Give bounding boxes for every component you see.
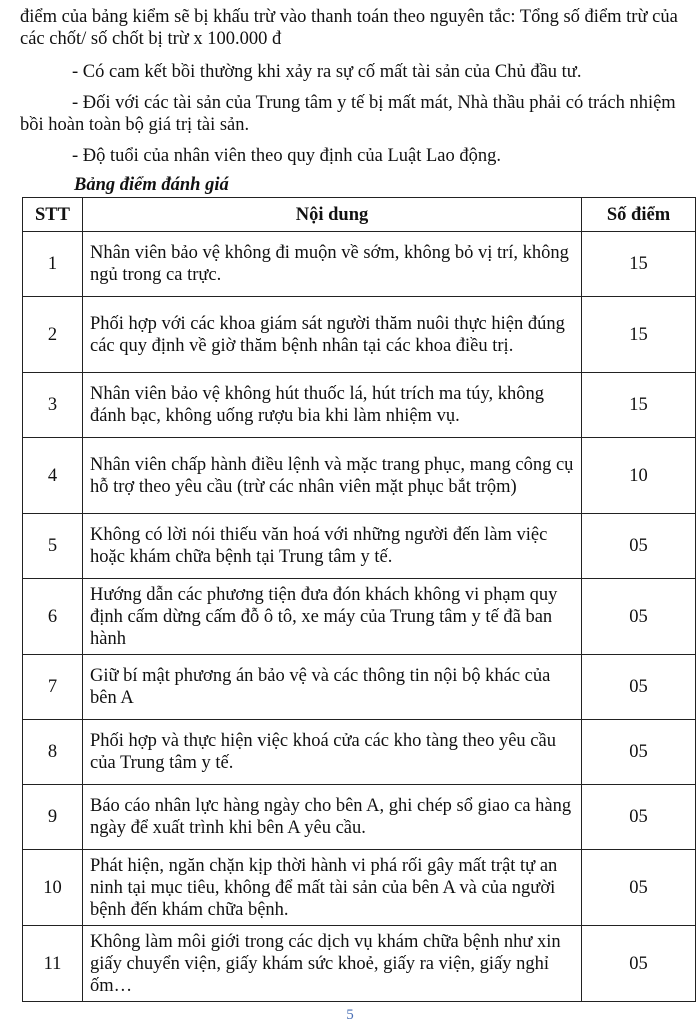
row-content: Nhân viên bảo vệ không đi muộn về sớm, không bỏ vị trí, không ngủ trong ca trực.: [83, 232, 582, 297]
page-number: 5: [346, 1007, 354, 1023]
row-points: 05: [582, 785, 696, 850]
table-row: [23, 785, 696, 850]
row-stt: 6: [23, 579, 83, 655]
header-stt: STT: [23, 198, 83, 232]
evaluation-table: [22, 197, 696, 1002]
row-points: 05: [582, 514, 696, 579]
row-points: 05: [582, 579, 696, 655]
row-stt: 10: [23, 850, 83, 926]
table-row: [23, 232, 696, 297]
row-points: 05: [582, 655, 696, 720]
row-points: 05: [582, 926, 696, 1002]
row-content: Giữ bí mật phương án bảo vệ và các thông tin nội bộ khác của bên A: [83, 655, 582, 720]
row-content: Phối hợp và thực hiện việc khoá cửa các kho tàng theo yêu cầu của Trung tâm y tế.: [83, 720, 582, 785]
row-points: 10: [582, 438, 696, 514]
row-content: Phối hợp với các khoa giám sát người thăm nuôi thực hiện đúng các quy định về giờ thăm bệnh nhân tại các khoa điều trị.: [83, 297, 582, 373]
table-row: [23, 373, 696, 438]
row-content: Nhân viên bảo vệ không hút thuốc lá, hút trích ma túy, không đánh bạc, không uống rượu bia khi làm nhiệm vụ.: [83, 373, 582, 438]
paragraph-asset-liability: - Đối với các tài sản của Trung tâm y tế bị mất mát, Nhà thầu phải có trách nhiệm bồi hoàn toàn bộ giá trị tài sản.: [20, 93, 676, 135]
row-stt: 4: [23, 438, 83, 514]
row-points: 15: [582, 232, 696, 297]
row-content: Nhân viên chấp hành điều lệnh và mặc trang phục, mang công cụ hỗ trợ theo yêu cầu (trừ các nhân viên mặt phục bắt trộm): [83, 438, 582, 514]
table-row: [23, 720, 696, 785]
row-content: Không làm môi giới trong các dịch vụ khám chữa bệnh như xin giấy chuyển viện, giấy khám sức khoẻ, giấy ra viện, giấy nghỉ ốm…: [83, 926, 582, 1002]
table-row: [23, 655, 696, 720]
paragraph-deduction-rule: điểm của bảng kiểm sẽ bị khấu trừ vào thanh toán theo nguyên tắc: Tổng số điểm trừ của các chốt/ số chốt bị trừ x 100.000 đ: [20, 7, 678, 49]
row-stt: 3: [23, 373, 83, 438]
row-content: Hướng dẫn các phương tiện đưa đón khách không vi phạm quy định cấm dừng cấm đỗ ô tô, xe máy của Trung tâm y tế đã ban hành: [83, 579, 582, 655]
row-stt: 8: [23, 720, 83, 785]
row-stt: 9: [23, 785, 83, 850]
row-content: Không có lời nói thiếu văn hoá với những người đến làm việc hoặc khám chữa bệnh tại Trung tâm y tế.: [83, 514, 582, 579]
table-header-row: [23, 198, 696, 232]
table-row: [23, 297, 696, 373]
header-points: Số điểm: [582, 198, 696, 232]
table-row: [23, 926, 696, 1002]
row-points: 15: [582, 373, 696, 438]
table-title: Bảng điểm đánh giá: [74, 175, 229, 195]
table-row: [23, 579, 696, 655]
row-content: Báo cáo nhân lực hàng ngày cho bên A, ghi chép sổ giao ca hàng ngày để xuất trình khi bên A yêu cầu.: [83, 785, 582, 850]
row-stt: 2: [23, 297, 83, 373]
row-stt: 5: [23, 514, 83, 579]
table-row: [23, 514, 696, 579]
table-row: [23, 438, 696, 514]
table-row: [23, 850, 696, 926]
header-content: Nội dung: [83, 198, 582, 232]
row-stt: 7: [23, 655, 83, 720]
row-stt: 11: [23, 926, 83, 1002]
row-points: 15: [582, 297, 696, 373]
paragraph-employee-age: - Độ tuổi của nhân viên theo quy định của Luật Lao động.: [72, 146, 501, 166]
row-content: Phát hiện, ngăn chặn kịp thời hành vi phá rối gây mất trật tự an ninh tại mục tiêu, không để mất tài sản của bên A và của người bệnh đến khám chữa bệnh.: [83, 850, 582, 926]
paragraph-compensation-commitment: - Có cam kết bồi thường khi xảy ra sự cố mất tài sản của Chủ đầu tư.: [72, 62, 582, 82]
row-points: 05: [582, 850, 696, 926]
row-stt: 1: [23, 232, 83, 297]
row-points: 05: [582, 720, 696, 785]
